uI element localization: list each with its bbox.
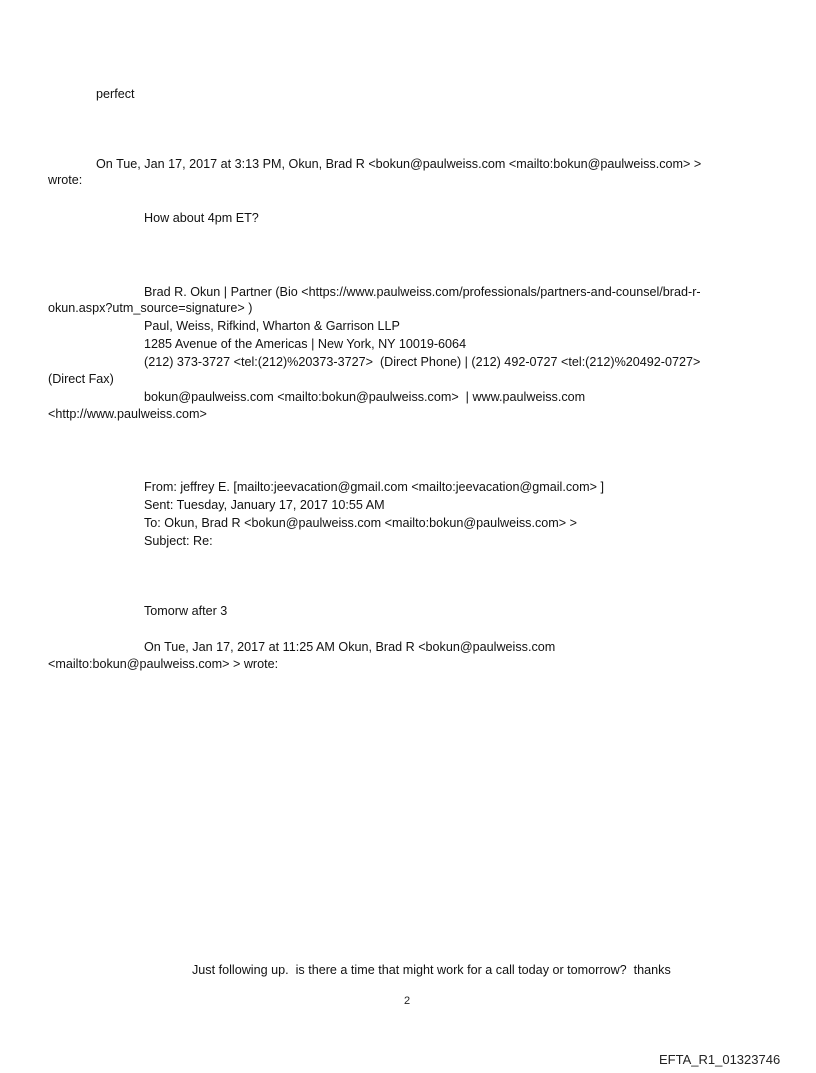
followup-message: Just following up. is there a time that might work for a call today or tomorrow? thanks [192,963,671,977]
signature-phone: (212) 373-3727 <tel:(212)%20373-3727> (Direct Phone) | (212) 492-0727 <tel:(212)%20492-0727> [144,355,701,369]
signature-email: bokun@paulweiss.com <mailto:bokun@paulweiss.com> | www.paulweiss.com [144,390,586,404]
signature-fax-wrap: (Direct Fax) [48,372,114,386]
forwarded-to: To: Okun, Brad R <bokun@paulweiss.com <mailto:bokun@paulweiss.com> > [144,516,577,530]
signature-website-wrap: <http://www.paulweiss.com> [48,407,207,421]
signature-address: 1285 Avenue of the Americas | New York, NY 10019-6064 [144,337,467,351]
forwarded-from: From: jeffrey E. [mailto:jeevacation@gmail.com <mailto:jeevacation@gmail.com> ] [144,480,604,494]
page-number: 2 [404,995,411,1007]
okun-reply-header-wrap: wrote: [48,173,83,187]
tomorrow-message: Tomorw after 3 [144,604,228,618]
quoted-header: On Tue, Jan 17, 2017 at 11:25 AM Okun, Brad R <bokun@paulweiss.com [144,640,556,654]
forwarded-sent: Sent: Tuesday, January 17, 2017 10:55 AM [144,498,385,512]
okun-reply-header: On Tue, Jan 17, 2017 at 3:13 PM, Okun, Brad R <bokun@paulweiss.com <mailto:bokun@paulweiss.com> > [96,157,702,171]
signature-bio-wrap: okun.aspx?utm_source=signature> ) [48,301,253,315]
document-id-footer: EFTA_R1_01323746 [659,1052,781,1067]
signature-name-line: Brad R. Okun | Partner (Bio <https://www.paulweiss.com/professionals/partners-and-counsel/brad-r- [144,285,701,299]
okun-message: How about 4pm ET? [144,211,259,225]
reply-perfect: perfect [96,87,135,101]
signature-firm: Paul, Weiss, Rifkind, Wharton & Garrison LLP [144,319,400,333]
forwarded-subject: Subject: Re: [144,534,213,548]
quoted-header-wrap: <mailto:bokun@paulweiss.com> > wrote: [48,657,279,671]
